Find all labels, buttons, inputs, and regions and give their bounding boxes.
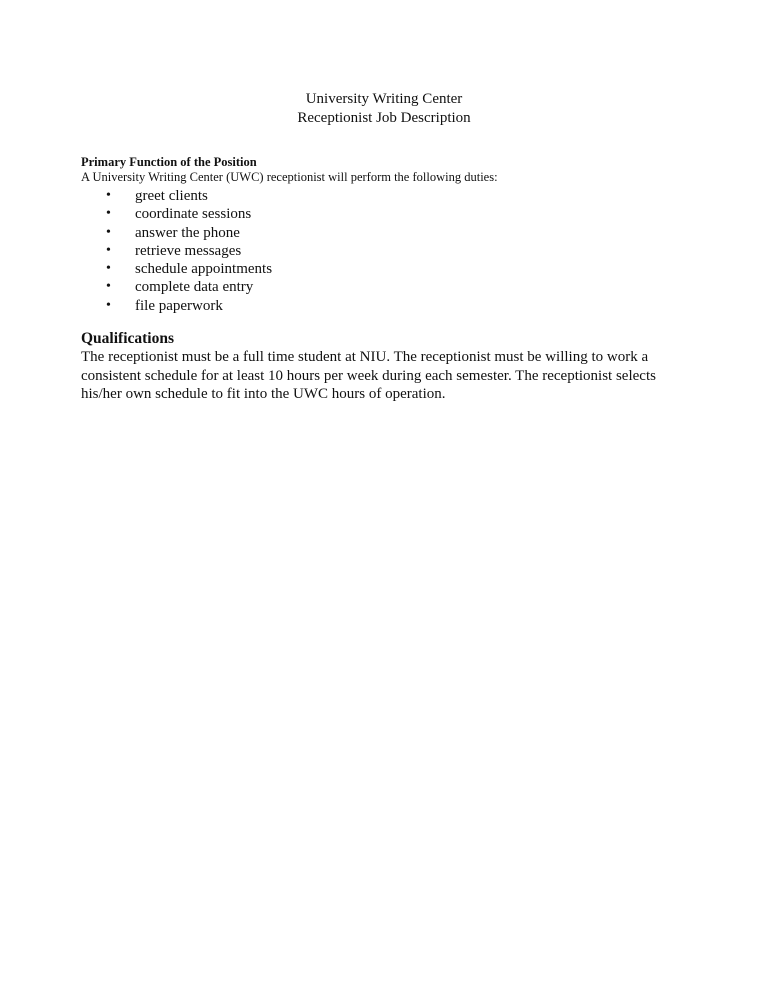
- bullet-icon: •: [106, 206, 111, 222]
- duties-list: [81, 187, 701, 315]
- bullet-icon: •: [106, 224, 111, 240]
- list-item: [81, 297, 701, 315]
- title-line-2: Receptionist Job Description: [297, 110, 471, 126]
- qualifications-line-2: consistent schedule for at least 10 hours per week during each semester. The receptionist selects: [81, 367, 656, 384]
- qualifications-heading: Qualifications: [81, 330, 175, 347]
- bullet-icon: •: [106, 261, 111, 277]
- title-line-1: University Writing Center: [305, 91, 463, 107]
- document-title: [0, 90, 768, 128]
- duty-text: complete data entry: [135, 279, 254, 296]
- duty-text: schedule appointments: [135, 261, 273, 278]
- qualifications-section: [81, 330, 701, 404]
- bullet-icon: •: [106, 188, 111, 203]
- list-item: [81, 187, 701, 205]
- duty-text: retrieve messages: [135, 242, 242, 259]
- bullet-icon: •: [106, 279, 111, 295]
- qualifications-line-1: The receptionist must be a full time student at NIU. The receptionist must be willing to work a: [81, 349, 649, 365]
- list-item: [81, 224, 701, 242]
- bullet-icon: •: [106, 242, 111, 258]
- primary-function-intro: A University Writing Center (UWC) receptionist will perform the following duties:: [81, 170, 498, 184]
- list-item: [81, 205, 701, 223]
- duty-text: answer the phone: [135, 224, 240, 241]
- duty-text: file paperwork: [135, 297, 223, 314]
- duty-text: greet clients: [135, 188, 208, 204]
- list-item: [81, 260, 701, 278]
- bullet-icon: •: [106, 297, 111, 313]
- list-item: [81, 278, 701, 296]
- qualifications-paragraph: [81, 348, 701, 404]
- primary-function-section: [81, 155, 701, 315]
- list-item: [81, 242, 701, 260]
- primary-function-heading: Primary Function of the Position: [81, 155, 257, 169]
- qualifications-line-3: his/her own schedule to fit into the UWC hours of operation.: [81, 386, 446, 402]
- duty-text: coordinate sessions: [135, 206, 252, 223]
